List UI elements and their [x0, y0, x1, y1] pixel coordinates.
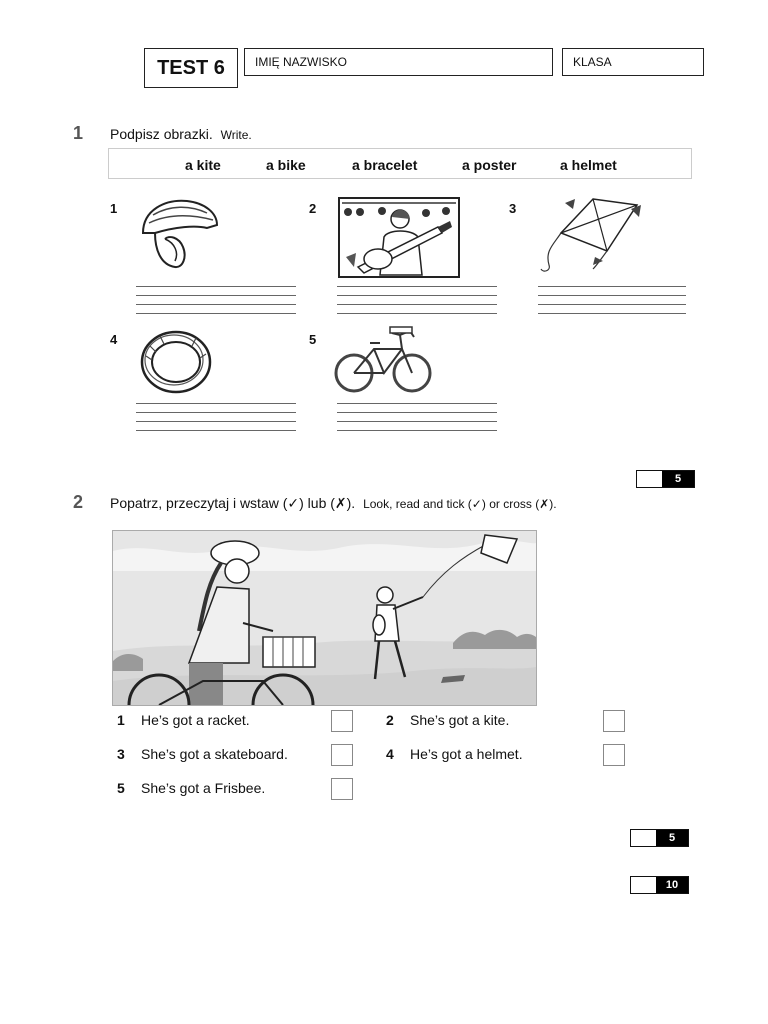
picture-number: 1	[110, 201, 118, 216]
sentence-number: 5	[117, 780, 125, 796]
word-item: a helmet	[560, 157, 617, 173]
word-item: a kite	[185, 157, 221, 173]
exercise-1-number: 1	[73, 123, 84, 143]
picture-number: 5	[309, 332, 317, 347]
answer-lines[interactable]	[136, 286, 296, 314]
class-label: KLASA	[573, 55, 612, 69]
score-value: 5	[656, 830, 688, 846]
poster-icon	[338, 197, 460, 278]
sentence-item	[117, 780, 265, 796]
park-scene-illustration	[112, 530, 537, 706]
tick-box[interactable]	[331, 778, 353, 800]
sentence-text: She’s got a kite.	[410, 712, 510, 728]
sentence-number: 1	[117, 712, 125, 728]
tick-box[interactable]	[603, 710, 625, 732]
tick-box[interactable]	[603, 744, 625, 766]
test-title-box	[144, 48, 238, 88]
test-title: TEST 6	[157, 56, 225, 79]
helmet-icon	[135, 195, 225, 273]
total-score-box[interactable]	[630, 876, 689, 894]
name-label: IMIĘ NAZWISKO	[255, 55, 348, 69]
sentence-number: 2	[386, 712, 394, 728]
sentence-number: 4	[386, 746, 394, 762]
sentence-item	[386, 746, 523, 762]
exercise-1-score-box[interactable]	[636, 470, 695, 488]
sentence-text: She’s got a skateboard.	[141, 746, 288, 762]
picture-number: 3	[509, 201, 517, 216]
instruction-en: Write.	[220, 128, 252, 142]
answer-lines[interactable]	[337, 403, 497, 431]
exercise-1-instruction	[110, 126, 252, 142]
sentence-item	[386, 712, 509, 728]
bracelet-icon	[136, 326, 216, 396]
instruction-pl: Popatrz, przeczytaj i wstaw (✓) lub (✗).	[110, 495, 356, 511]
name-field[interactable]	[244, 48, 553, 76]
answer-lines[interactable]	[337, 286, 497, 314]
word-item: a bike	[266, 157, 306, 173]
sentence-item	[117, 746, 288, 762]
sentence-text: He’s got a helmet.	[410, 746, 523, 762]
class-field[interactable]	[562, 48, 704, 76]
instruction-pl: Podpisz obrazki.	[110, 126, 213, 142]
instruction-en: Look, read and tick (✓) or cross (✗).	[363, 497, 557, 511]
word-item: a bracelet	[352, 157, 418, 173]
kite-icon	[535, 195, 645, 277]
sentence-text: He’s got a racket.	[141, 712, 250, 728]
total-score-value: 10	[656, 877, 688, 893]
sentence-text: She’s got a Frisbee.	[141, 780, 266, 796]
tick-box[interactable]	[331, 744, 353, 766]
exercise-2-score-box[interactable]	[630, 829, 689, 847]
word-item: a poster	[462, 157, 517, 173]
score-value: 5	[662, 471, 694, 487]
exercise-2-number: 2	[73, 492, 84, 512]
sentence-item	[117, 712, 250, 728]
picture-number: 4	[110, 332, 118, 347]
answer-lines[interactable]	[538, 286, 686, 314]
sentence-number: 3	[117, 746, 125, 762]
picture-number: 2	[309, 201, 317, 216]
answer-lines[interactable]	[136, 403, 296, 431]
bike-icon	[334, 323, 432, 395]
exercise-2-instruction	[110, 495, 557, 512]
tick-box[interactable]	[331, 710, 353, 732]
